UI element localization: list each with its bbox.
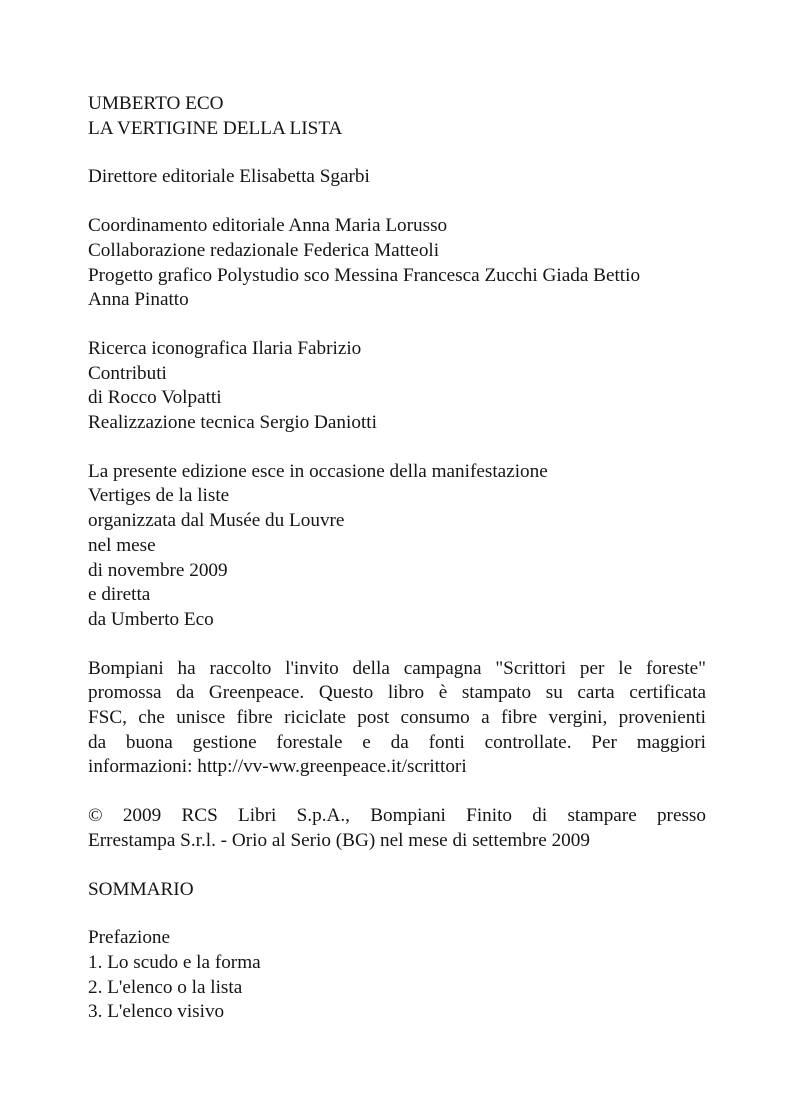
research-line: Ricerca iconografica Ilaria Fabrizio — [88, 337, 362, 359]
summary-entries-block — [88, 926, 706, 1025]
research-line: Realizzazione tecnica Sergio Daniotti — [88, 412, 377, 434]
summary-entry: 1. Lo scudo e la forma — [88, 951, 261, 973]
summary-entry: 2. L'elenco o la lista — [88, 976, 243, 998]
greenpeace-url-line: informazioni: http://vv-ww.greenpeace.it/scrittori — [88, 756, 467, 778]
author-name: UMBERTO ECO — [88, 93, 224, 114]
research-line: di Rocco Volpatti — [88, 387, 222, 409]
exhibition-line: Vertiges de la liste — [88, 485, 230, 507]
credits-line: Coordinamento editoriale Anna Maria Lorusso — [88, 215, 448, 237]
research-block — [88, 337, 706, 436]
credits-line: Anna Pinatto — [88, 289, 189, 311]
summary-heading-block — [88, 878, 706, 903]
exhibition-line: da Umberto Eco — [88, 608, 214, 630]
editorial-director-block — [88, 165, 706, 190]
editorial-director-line: Direttore editoriale Elisabetta Sgarbi — [88, 166, 370, 188]
greenpeace-paragraph — [88, 657, 706, 781]
greenpeace-line: Bompiani ha raccolto l'invito della campagna "Scrittori per le foreste" — [88, 657, 706, 679]
credits-line: Collaborazione redazionale Federica Matteoli — [88, 239, 440, 261]
summary-heading: SOMMARIO — [88, 878, 194, 900]
text-column — [88, 92, 706, 1025]
credits-block — [88, 214, 706, 313]
copyright-paragraph — [88, 804, 706, 853]
copyright-line: © 2009 RCS Libri S.p.A., Bompiani Finito di stampare presso — [88, 805, 706, 827]
copyright-line: Errestampa S.r.l. - Orio al Serio (BG) nel mese di settembre 2009 — [88, 829, 590, 851]
title-block — [88, 92, 706, 141]
exhibition-line: organizzata dal Musée du Louvre — [88, 510, 345, 532]
greenpeace-line: da buona gestione forestale e da fonti controllate. Per maggiori — [88, 731, 706, 753]
greenpeace-line: FSC, che unisce fibre riciclate post consumo a fibre vergini, provenienti — [88, 707, 706, 729]
exhibition-block — [88, 460, 706, 633]
summary-entry: 3. L'elenco visivo — [88, 1001, 225, 1023]
exhibition-line: e diretta — [88, 584, 151, 606]
book-title: LA VERTIGINE DELLA LISTA — [88, 117, 343, 139]
summary-entry: Prefazione — [88, 927, 171, 949]
exhibition-line: La presente edizione esce in occasione della manifestazione — [88, 460, 548, 482]
exhibition-line: nel mese — [88, 534, 156, 556]
exhibition-line: di novembre 2009 — [88, 559, 228, 581]
research-line: Contributi — [88, 362, 167, 384]
credits-line: Progetto grafico Polystudio sco Messina Francesca Zucchi Giada Bettio — [88, 264, 641, 286]
greenpeace-line: promossa da Greenpeace. Questo libro è stampato su carta certificata — [88, 682, 706, 704]
